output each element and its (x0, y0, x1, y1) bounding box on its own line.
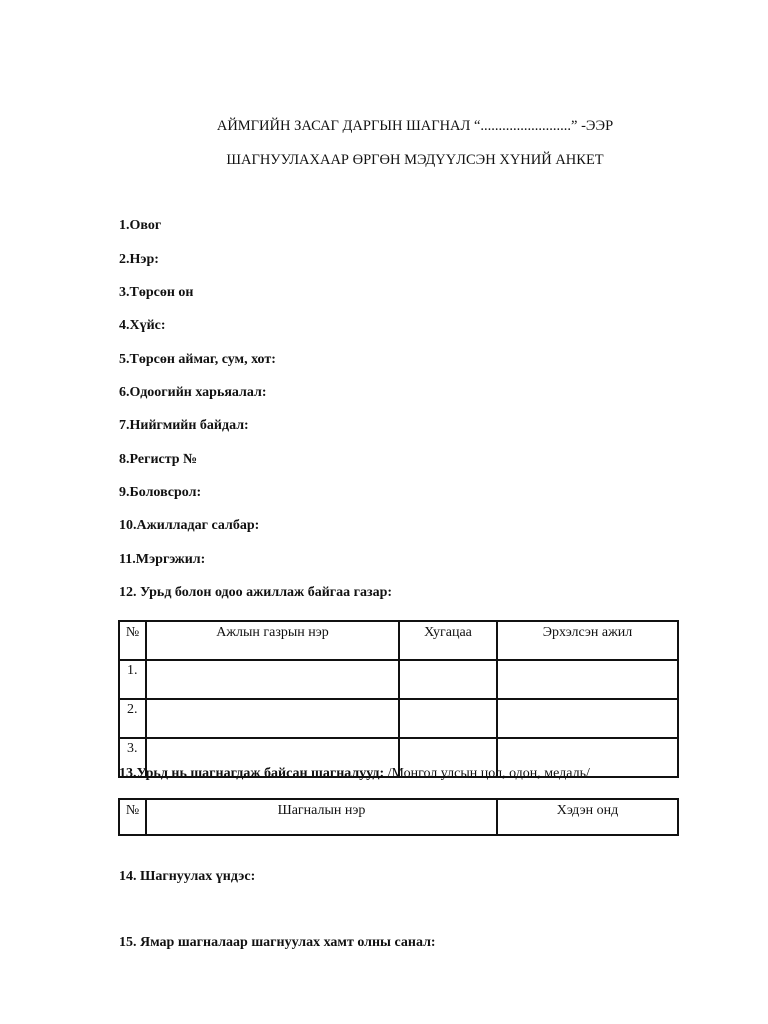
table-row (118, 661, 679, 700)
column-header-position: Эрхэлсэн ажил (498, 620, 679, 661)
position-cell[interactable] (498, 661, 679, 700)
table-row (118, 700, 679, 739)
column-header-award-year: Хэдэн онд (498, 798, 679, 836)
field-education: 9.Боловсрол: (119, 485, 202, 500)
field-previous-awards (119, 766, 590, 782)
position-cell[interactable] (498, 700, 679, 739)
table-header-row (118, 620, 679, 661)
field-collective-proposal: 15. Ямар шагналаар шагнуулах хамт олны санал: (119, 935, 436, 950)
table-header-row (118, 798, 679, 836)
column-header-award-name: Шагналын нэр (147, 798, 498, 836)
row-number: 3. (118, 739, 147, 778)
field-workplaces: 12. Урьд болон одоо ажиллаж байгаа газар: (119, 585, 393, 600)
column-header-number: № (118, 798, 147, 836)
field-surname: 1.Овог (119, 218, 162, 233)
column-header-duration: Хугацаа (400, 620, 498, 661)
field-work-sector: 10.Ажилладаг салбар: (119, 518, 260, 533)
field-gender: 4.Хүйс: (119, 318, 166, 333)
field-birthplace: 5.Төрсөн аймаг, сум, хот: (119, 352, 276, 367)
workplaces-table (118, 620, 679, 778)
workplace-name-cell[interactable] (147, 661, 400, 700)
form-title-line-2: ШАГНУУЛАХААР ӨРГӨН МЭДҮҮЛСЭН ХҮНИЙ АНКЕТ (226, 152, 604, 168)
awards-table (118, 798, 679, 836)
previous-awards-label: 13.Урьд нь шагнагдаж байсан шагналууд: (119, 766, 385, 781)
duration-cell[interactable] (400, 700, 498, 739)
field-birth-year: 3.Төрсөн он (119, 285, 194, 300)
duration-cell[interactable] (400, 661, 498, 700)
form-title-line-1: АЙМГИЙН ЗАСАГ ДАРГЫН ШАГНАЛ “.........................” -ЭЭР (216, 118, 614, 134)
field-social-status: 7.Нийгмийн байдал: (119, 418, 249, 433)
row-number: 1. (118, 661, 147, 700)
field-award-basis: 14. Шагнуулах үндэс: (119, 869, 256, 884)
previous-awards-note: /Монгол улсын цол, одон, медаль/ (384, 766, 590, 781)
column-header-number: № (118, 620, 147, 661)
column-header-workplace-name: Ажлын газрын нэр (147, 620, 400, 661)
field-register-number: 8.Регистр № (119, 452, 198, 467)
row-number: 2. (118, 700, 147, 739)
field-current-residence: 6.Одоогийн харьяалал: (119, 385, 267, 400)
workplace-name-cell[interactable] (147, 700, 400, 739)
field-profession: 11.Мэргэжил: (119, 552, 206, 567)
field-name: 2.Нэр: (119, 252, 159, 267)
